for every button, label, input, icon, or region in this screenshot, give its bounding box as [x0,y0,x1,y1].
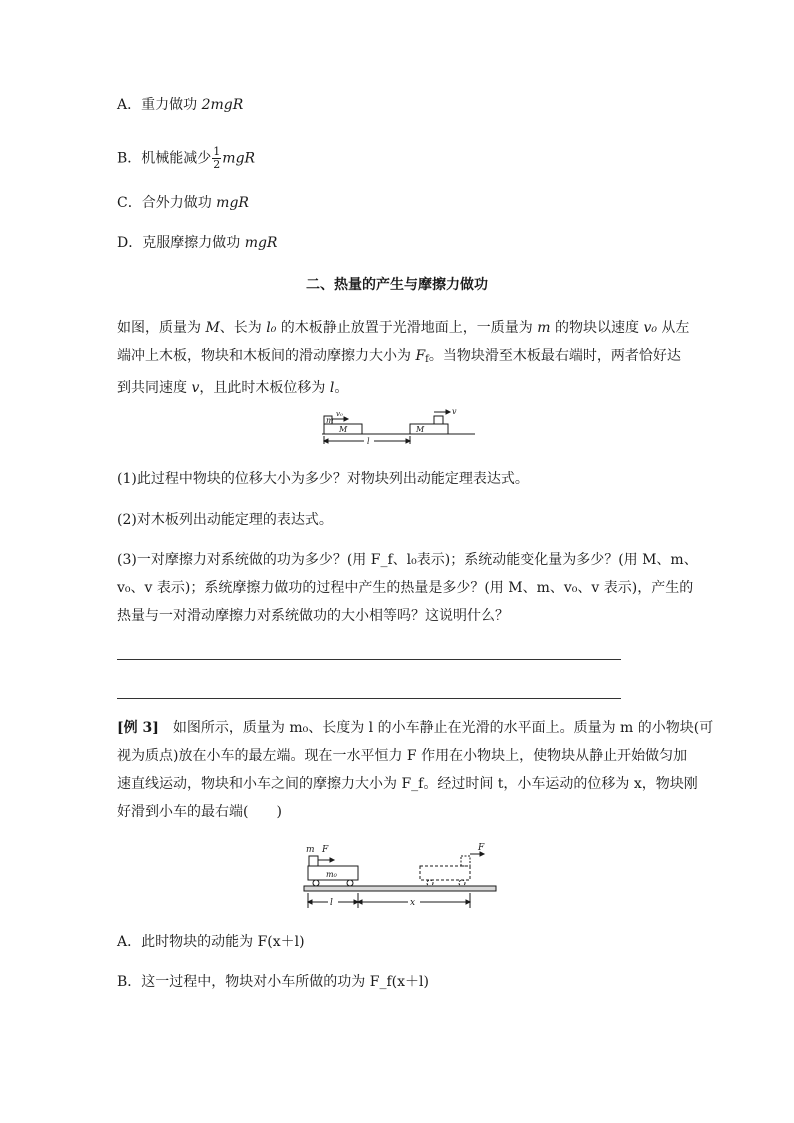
wheel [313,880,319,886]
label-x: x [410,898,416,908]
label-m: m [326,416,334,425]
option-a-example: A．此时物块的动能为 F(x＋l) [117,934,305,950]
label-F-final: F [478,843,485,853]
option-d: D．克服摩擦力做功 mgR [117,235,278,251]
board-block-figure [320,404,480,448]
block-final [434,416,443,424]
cart-final [420,866,470,880]
option-b-example: B．这一过程中，物块对小车所做的功为 F_f(x＋l) [117,974,429,990]
intro-line-2: 端冲上木板，物块和木板间的滑动摩擦力大小为 $F_f$。当物块滑至木板最右端时，两者恰好达 [117,348,681,365]
label-l: l [367,437,370,446]
label-l: l [330,898,333,908]
intro-paragraph [117,314,690,402]
fraction: $\frac{1}{2}$ [213,145,221,171]
label-m0: m₀ [326,870,337,879]
intro-line-1: 如图，质量为 M、长为 l₀ 的木板静止放置于光滑地面上，一质量为 m 的物块以速度 v₀ 从左 [117,320,690,336]
label-M-initial: M [339,425,348,434]
intro-line-3: 到共同速度 v，且此时木板位移为 l。 [117,380,349,396]
label-v: v [452,407,457,416]
cart-figure [300,838,500,910]
example-label: [例 3] [117,720,159,736]
track-surface [304,886,496,891]
label-m: m [306,845,315,855]
label-v0: v₀ [336,410,343,418]
block-initial [309,856,318,866]
question-3: (3)一对摩擦力对系统做的功为多少？(用 F_f、l₀表示)；系统动能变化量为多少？(用 M、m、 v₀、v 表示)；系统摩擦力做功的过程中产生的热量是多少？(用 M、m、v₀、v 表示)，产生的 热量与一对滑动摩擦力对系统做功的大小相等吗？这说明什么？ [117,552,698,624]
option-a: A．重力做功 2mgR [117,97,244,113]
question-2: (2)对木板列出动能定理的表达式。 [117,512,333,528]
label-F: F [322,845,329,855]
option-c: C．合外力做功 mgR [117,195,249,211]
option-b: B．机械能减少 $\frac{1}{2}$ mgR [117,145,256,171]
block-final [461,856,470,866]
example-3-paragraph: [例 3] 如图所示，质量为 m₀、长度为 l 的小车静止在光滑的水平面上。质量为 m 的小物块(可 视为质点)放在小车的最左端。现在一水平恒力 F 作用在小物块上，使物块从静止开始做匀加 速直线运动，物块和小车之间的摩擦力大小为 F_f。经过时间 t，小车运动的位移为 x，物块刚 好滑到小车的最右端( ) [117,720,714,820]
label-M-final: M [416,425,425,434]
question-1: (1)此过程中物块的位移大小为多少？对物块列出动能定理表达式。 [117,471,529,487]
answer-line[interactable] [117,659,621,660]
wheel [347,880,353,886]
section-title: 二、热量的产生与摩擦力做功 [306,277,488,293]
answer-line[interactable] [117,698,621,699]
